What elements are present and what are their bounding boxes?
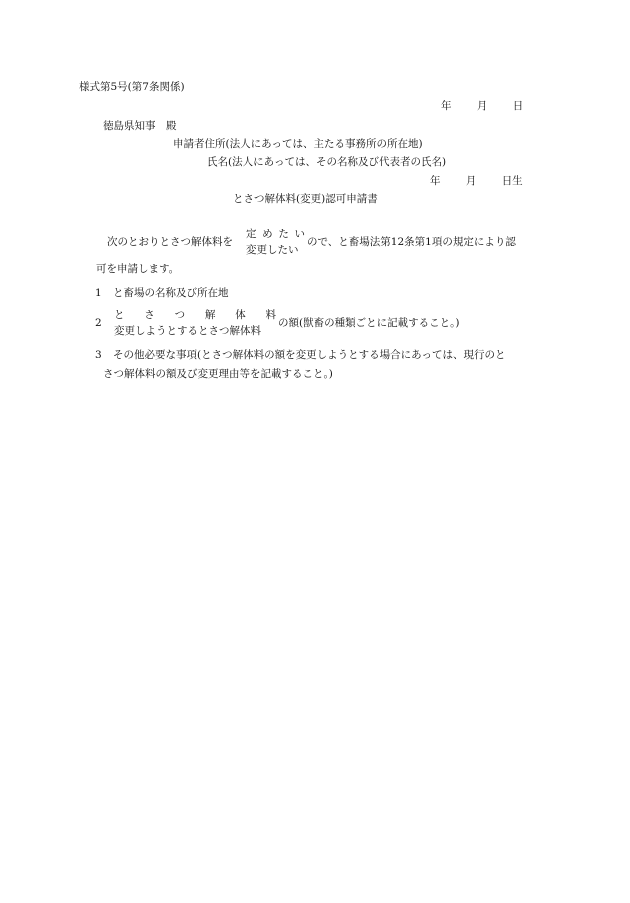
birth-date bbox=[430, 176, 523, 187]
body-lead: 次のとおりとさつ解体料を bbox=[107, 236, 233, 248]
option-establish: 定 め た い bbox=[246, 228, 305, 240]
date-day-label: 日 bbox=[512, 100, 524, 112]
body-option-stack bbox=[246, 229, 305, 255]
item-1-number: 1 bbox=[95, 287, 102, 299]
submission-date bbox=[441, 101, 523, 112]
item-3-line1: その他必要な事項(とさつ解体料の額を変更しようとする場合にあっては、現行のと bbox=[113, 349, 506, 361]
body-tail: ので、と畜場法第12条第1項の規定により認 bbox=[307, 236, 516, 248]
date-year-label: 年 bbox=[441, 100, 452, 112]
item-2-suffix: の額(獣畜の種類ごとに記載すること。) bbox=[278, 317, 460, 329]
date-month-label: 月 bbox=[476, 100, 488, 112]
item-3-line2: さつ解体料の額及び変更理由等を記載すること。) bbox=[103, 368, 333, 380]
item-3-number: 3 bbox=[95, 349, 102, 361]
option-change: 変更したい bbox=[246, 243, 299, 256]
body-line2: 可を申請します。 bbox=[96, 263, 180, 275]
addressee: 徳島県知事 殿 bbox=[103, 120, 177, 132]
item-2-upper: と さ つ 解 体 料 bbox=[114, 309, 276, 321]
applicant-address-label: 申請者住所(法人にあっては、主たる事務所の所在地) bbox=[173, 138, 423, 150]
item-1-text: と畜場の名称及び所在地 bbox=[113, 287, 229, 299]
item-2-lower: 変更しようとするとさつ解体料 bbox=[114, 324, 261, 337]
birth-year-label: 年 bbox=[430, 175, 441, 187]
item-2-label-stack bbox=[114, 310, 276, 336]
birth-day-label: 日生 bbox=[501, 175, 523, 187]
item-2-number: 2 bbox=[95, 317, 102, 329]
birth-month-label: 月 bbox=[465, 175, 477, 187]
applicant-name-label: 氏名(法人にあっては、その名称及び代表者の氏名) bbox=[207, 156, 447, 168]
document-title: とさつ解体料(変更)認可申請書 bbox=[233, 193, 378, 205]
form-number: 様式第5号(第7条関係) bbox=[79, 81, 185, 93]
